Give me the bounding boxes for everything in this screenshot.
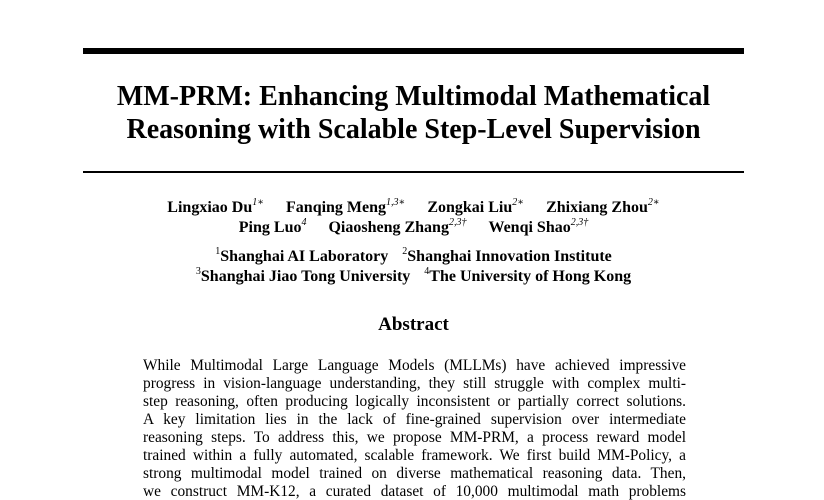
abstract-heading: Abstract	[378, 314, 449, 335]
author-name: Ping Luo	[238, 219, 302, 236]
affiliation-name: Shanghai Jiao Tong University	[200, 268, 411, 285]
author-lingxiao-du	[167, 198, 264, 218]
author-marks: 2∗	[512, 196, 525, 208]
author-marks: 4	[301, 216, 307, 228]
affiliation-list	[83, 247, 744, 287]
abstract-line: progress in vision-language understanding, they still struggle with complex multi-	[143, 375, 686, 392]
author-zhixiang-zhou	[546, 198, 660, 218]
abstract-line: A key limitation lies in the lack of fine-grained supervision over intermediate	[143, 411, 686, 428]
author-name: Lingxiao Du	[167, 199, 253, 216]
author-name: Fanqing Meng	[286, 199, 387, 216]
author-name: Zongkai Liu	[427, 199, 513, 216]
author-marks: 1,3∗	[386, 196, 406, 208]
author-qiaosheng-zhang	[328, 218, 466, 238]
abstract-line: reasoning steps. To address this, we propose MM-PRM, a process reward model	[143, 429, 686, 446]
affiliation-shanghai-ai-lab	[215, 247, 388, 267]
affiliation-name: Shanghai Innovation Institute	[407, 248, 612, 265]
title-line-2: Reasoning with Scalable Step-Level Supervision	[126, 114, 701, 145]
author-row-2	[83, 218, 744, 238]
abstract-line: step reasoning, often producing logically inconsistent or partially correct solutions.	[143, 393, 686, 410]
title-line-1: MM-PRM: Enhancing Multimodal Mathematical	[116, 81, 711, 112]
author-ping-luo	[239, 218, 307, 238]
author-row-1	[83, 198, 744, 218]
affiliation-number: 2	[402, 245, 408, 257]
author-fanqing-meng	[286, 198, 405, 218]
affiliation-name: The University of Hong Kong	[429, 268, 632, 285]
author-name: Qiaosheng Zhang	[328, 219, 449, 236]
affiliation-number: 4	[424, 265, 430, 277]
affiliation-hku	[424, 267, 631, 287]
author-marks: 2,3†	[570, 216, 589, 228]
affiliation-sjtu	[196, 267, 410, 287]
author-marks: 1∗	[252, 196, 265, 208]
abstract-line: trained within a fully automated, scalable framework. We first build MM-Policy, a	[143, 447, 686, 464]
affiliation-row-2	[83, 267, 744, 287]
paper-title	[83, 80, 744, 146]
author-name: Wenqi Shao	[488, 219, 571, 236]
abstract-line: we construct MM-K12, a curated dataset of 10,000 multimodal math problems	[143, 483, 686, 500]
title-bottom-rule	[83, 171, 744, 173]
abstract-body	[143, 357, 686, 500]
affiliation-number: 1	[215, 245, 221, 257]
abstract-line: While Multimodal Large Language Models (MLLMs) have achieved impressive	[143, 357, 686, 374]
affiliation-name: Shanghai AI Laboratory	[220, 248, 389, 265]
author-marks: 2∗	[647, 196, 660, 208]
author-name: Zhixiang Zhou	[546, 199, 648, 216]
author-zongkai-liu	[427, 198, 524, 218]
affiliation-number: 3	[195, 265, 201, 277]
affiliation-row-1	[83, 247, 744, 267]
author-wenqi-shao	[488, 218, 588, 238]
top-rule	[83, 48, 744, 54]
affiliation-shanghai-innovation-institute	[402, 247, 612, 267]
author-list	[83, 198, 744, 238]
abstract-line: strong multimodal model trained on diverse mathematical reasoning data. Then,	[143, 465, 686, 482]
author-marks: 2,3†	[448, 216, 467, 228]
